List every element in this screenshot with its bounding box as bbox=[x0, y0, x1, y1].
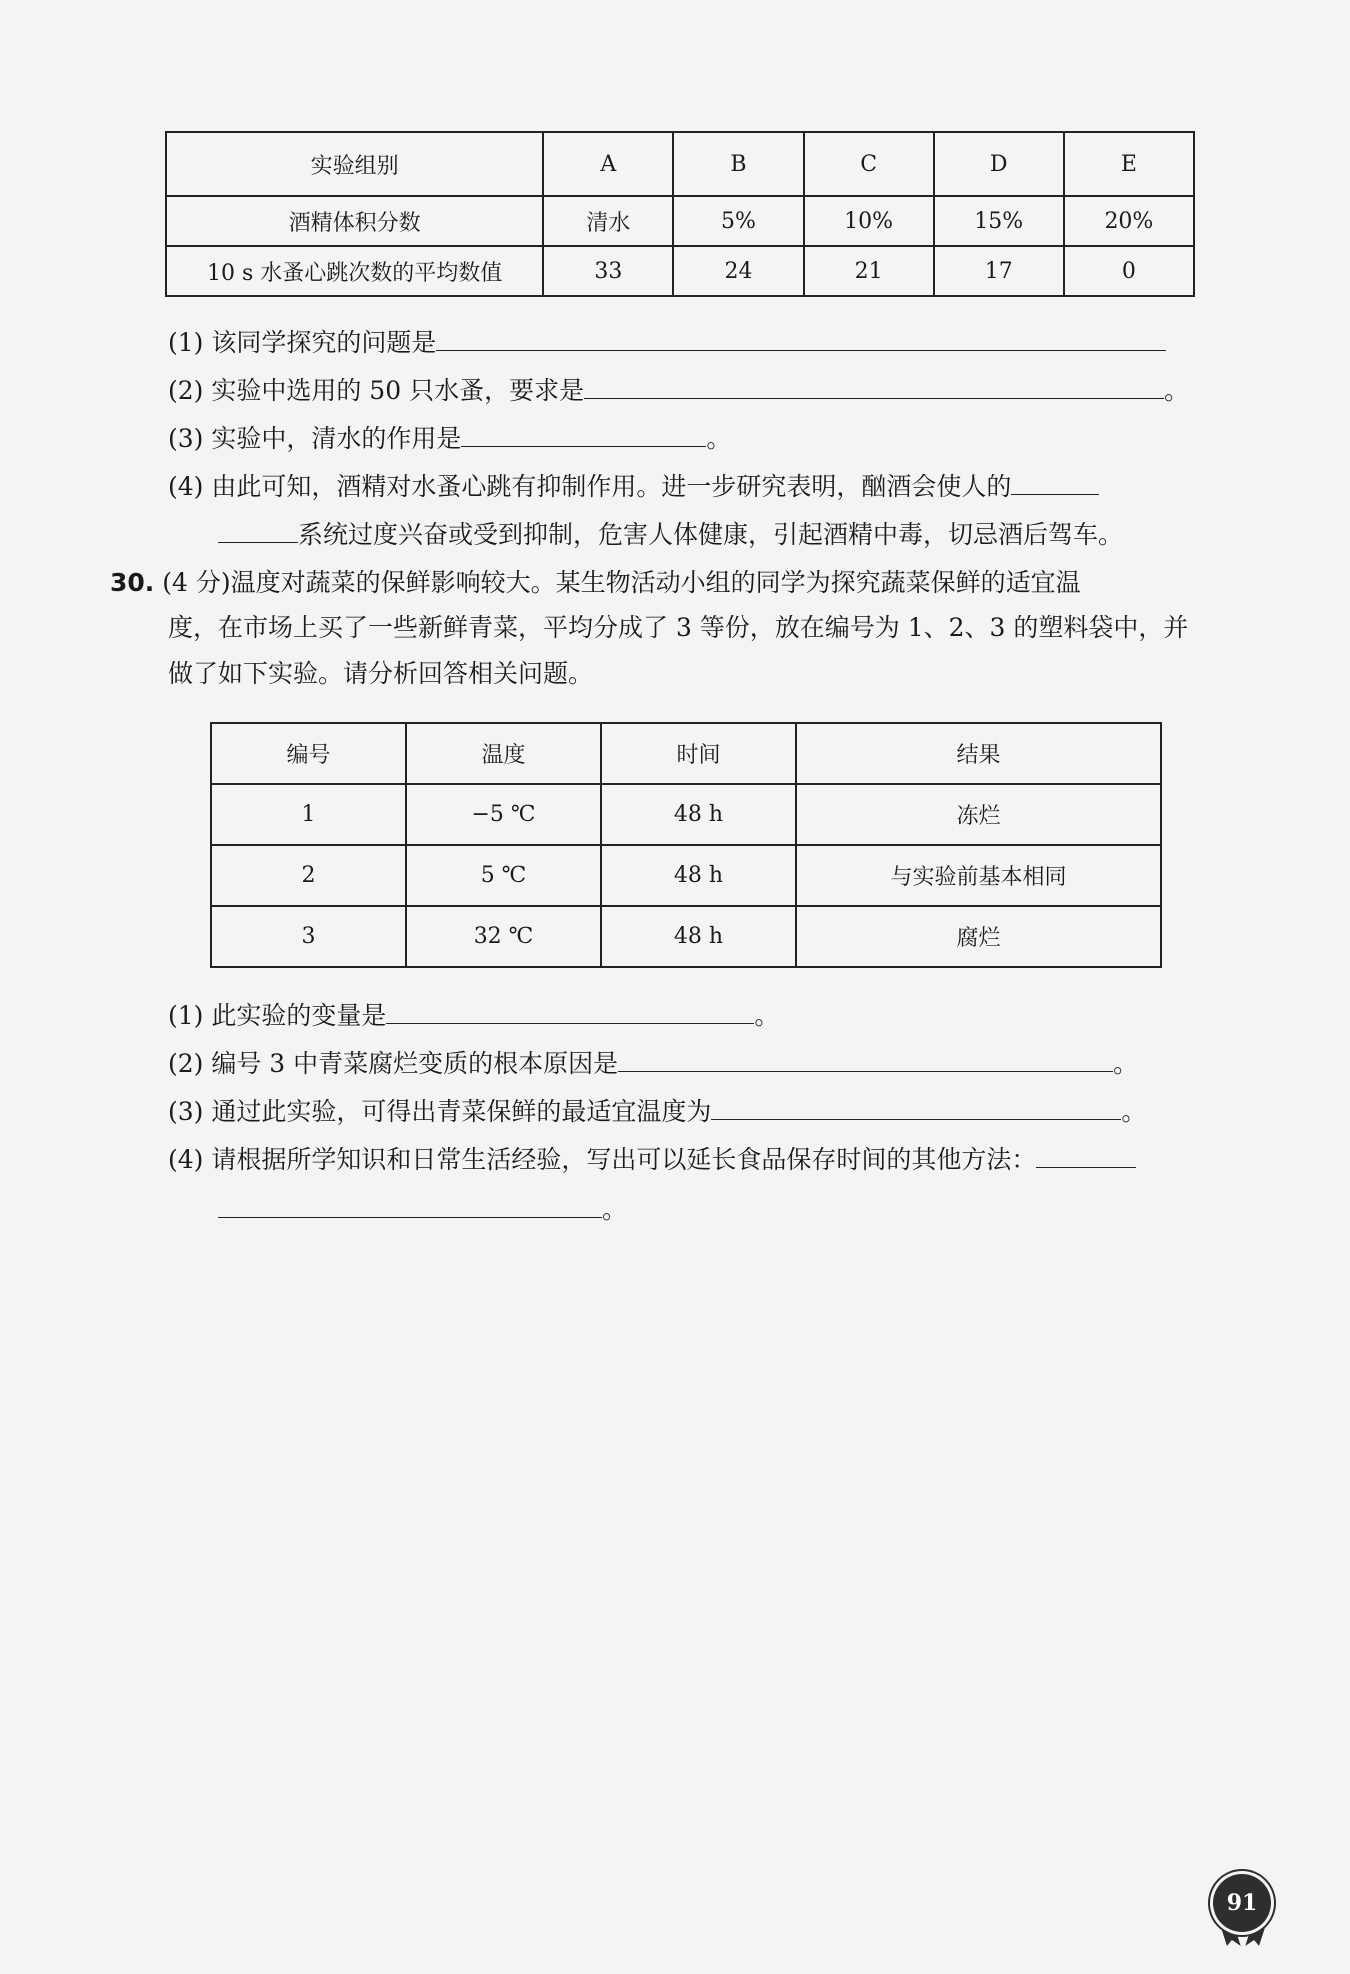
answer-blank[interactable] bbox=[1036, 1141, 1136, 1168]
table-row bbox=[211, 784, 1161, 845]
table-cell: 腐烂 bbox=[796, 906, 1161, 967]
table-row bbox=[211, 906, 1161, 967]
table-cell: 5 ℃ bbox=[406, 845, 601, 906]
table-header-row bbox=[166, 132, 1194, 196]
table-cell: 实验组别 bbox=[166, 132, 543, 196]
table-cell: C bbox=[804, 132, 934, 196]
question-text: (2) 编号 3 中青菜腐烂变质的根本原因是 bbox=[168, 1049, 619, 1078]
q29-sub4 bbox=[168, 468, 1099, 504]
question-text: (2) 实验中选用的 50 只水蚤，要求是 bbox=[168, 376, 585, 405]
question-text: (1) 此实验的变量是 bbox=[168, 1001, 387, 1030]
q29-sub3 bbox=[168, 420, 731, 456]
punctuation: 。 bbox=[1113, 1049, 1139, 1078]
table-cell: 15% bbox=[934, 196, 1064, 246]
question-text: (4) 由此可知，酒精对水蚤心跳有抑制作用。进一步研究表明，酗酒会使人的 bbox=[168, 472, 1012, 501]
table-cell: 10 s 水蚤心跳次数的平均数值 bbox=[166, 246, 543, 296]
punctuation: 。 bbox=[1164, 376, 1190, 405]
table-cell: 24 bbox=[673, 246, 803, 296]
q29-sub2 bbox=[168, 372, 1189, 408]
q30-sub2 bbox=[168, 1045, 1138, 1081]
q30-sub3 bbox=[168, 1093, 1146, 1129]
table-cell: 5% bbox=[673, 196, 803, 246]
table-cell: 0 bbox=[1064, 246, 1194, 296]
question-text: (3) 实验中，清水的作用是 bbox=[168, 424, 462, 453]
table-cell: 32 ℃ bbox=[406, 906, 601, 967]
table-cell: 33 bbox=[543, 246, 673, 296]
question-text: (3) 通过此实验，可得出青菜保鲜的最适宜温度为 bbox=[168, 1097, 712, 1126]
question-text: 度，在市场上买了一些新鲜青菜，平均分成了 3 等份，放在编号为 1、2、3 的塑料袋中，并 bbox=[168, 613, 1189, 642]
table-cell: 酒精体积分数 bbox=[166, 196, 543, 246]
answer-blank[interactable] bbox=[386, 997, 754, 1024]
q30-sub1 bbox=[168, 997, 779, 1033]
table-cell: 48 h bbox=[601, 784, 796, 845]
table-cell: 20% bbox=[1064, 196, 1194, 246]
table-cell: 2 bbox=[211, 845, 406, 906]
table-cell: 21 bbox=[804, 246, 934, 296]
alcohol-experiment-table bbox=[165, 131, 1195, 297]
table-cell: 48 h bbox=[601, 845, 796, 906]
answer-blank[interactable] bbox=[436, 324, 1166, 351]
question-number: 30. bbox=[110, 568, 155, 597]
table-cell: 时间 bbox=[601, 723, 796, 784]
question-text: 系统过度兴奋或受到抑制，危害人体健康，引起酒精中毒，切忌酒后驾车。 bbox=[298, 520, 1124, 549]
punctuation: 。 bbox=[754, 1001, 780, 1030]
question-text: (4) 请根据所学知识和日常生活经验，写出可以延长食品保存时间的其他方法： bbox=[168, 1145, 1037, 1174]
table-cell: 3 bbox=[211, 906, 406, 967]
answer-blank[interactable] bbox=[218, 1191, 602, 1218]
answer-blank[interactable] bbox=[618, 1045, 1113, 1072]
q29-sub1 bbox=[168, 324, 1166, 360]
question-text: (1) 该同学探究的问题是 bbox=[168, 328, 437, 357]
table-row bbox=[166, 246, 1194, 296]
answer-blank[interactable] bbox=[461, 420, 706, 447]
table-cell: −5 ℃ bbox=[406, 784, 601, 845]
answer-blank[interactable] bbox=[218, 516, 298, 543]
table-cell: 结果 bbox=[796, 723, 1161, 784]
punctuation: 。 bbox=[706, 424, 732, 453]
page-number: 91 bbox=[1226, 1890, 1258, 1916]
question-text: 做了如下实验。请分析回答相关问题。 bbox=[168, 659, 594, 688]
q29-sub4-cont bbox=[218, 516, 1123, 552]
punctuation: 。 bbox=[602, 1195, 628, 1224]
table-cell: 48 h bbox=[601, 906, 796, 967]
q30-intro-3 bbox=[168, 657, 593, 691]
page-number-badge bbox=[1213, 1874, 1271, 1932]
table-cell: 10% bbox=[804, 196, 934, 246]
table-row bbox=[211, 845, 1161, 906]
table-cell: D bbox=[934, 132, 1064, 196]
punctuation: 。 bbox=[1121, 1097, 1147, 1126]
table-cell: 编号 bbox=[211, 723, 406, 784]
table-cell: 清水 bbox=[543, 196, 673, 246]
table-cell: 温度 bbox=[406, 723, 601, 784]
table-cell: B bbox=[673, 132, 803, 196]
answer-blank[interactable] bbox=[584, 372, 1164, 399]
answer-blank[interactable] bbox=[1011, 468, 1099, 495]
table-row bbox=[166, 196, 1194, 246]
table-cell: E bbox=[1064, 132, 1194, 196]
table-cell: 17 bbox=[934, 246, 1064, 296]
q30-sub4-cont bbox=[218, 1191, 627, 1227]
table-cell: 与实验前基本相同 bbox=[796, 845, 1161, 906]
table-header-row bbox=[211, 723, 1161, 784]
vegetable-experiment-table bbox=[210, 722, 1162, 968]
table-cell: 1 bbox=[211, 784, 406, 845]
q30-sub4 bbox=[168, 1141, 1136, 1177]
q30-intro-2 bbox=[168, 611, 1188, 645]
table-cell: A bbox=[543, 132, 673, 196]
q30-intro-1 bbox=[110, 566, 1081, 600]
table-cell: 冻烂 bbox=[796, 784, 1161, 845]
question-text: (4 分)温度对蔬菜的保鲜影响较大。某生物活动小组的同学为探究蔬菜保鲜的适宜温 bbox=[162, 568, 1081, 597]
answer-blank[interactable] bbox=[711, 1093, 1121, 1120]
